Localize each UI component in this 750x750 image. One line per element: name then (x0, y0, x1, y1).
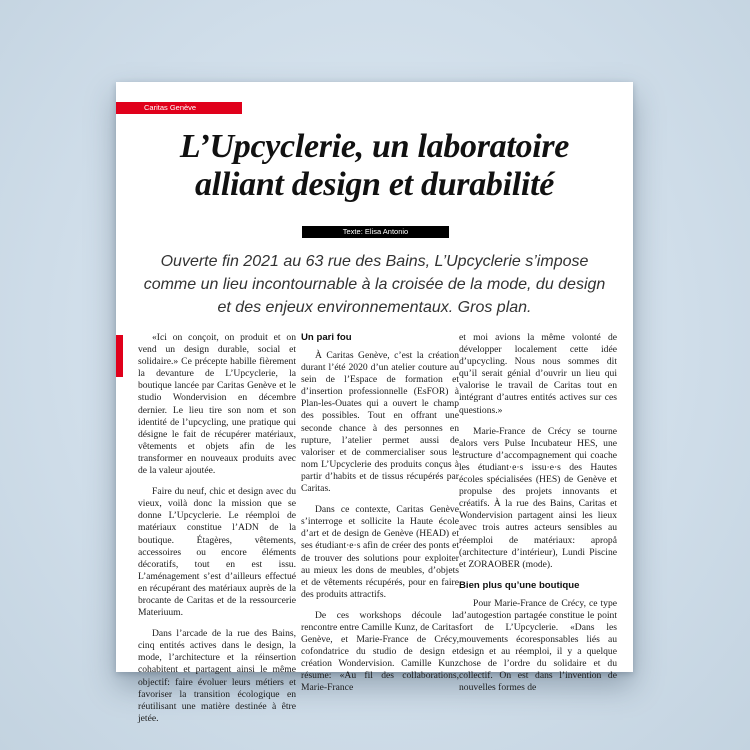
body-paragraph: De ces workshops découle la rencontre entre Camille Kunz, de Caritas Genève, et Marie-France de Crécy, cofondatrice du studio de design et création Wondervision. Camille Kunz résume: «Au fil des collaborations, Marie-France (301, 609, 459, 694)
red-margin-marker (116, 335, 123, 377)
article-title (136, 128, 613, 204)
text-column-3 (459, 332, 617, 704)
body-paragraph: À Caritas Genève, c’est la création durant l’été 2020 d’un atelier couture au sein de l’Espace de formation et d’insertion professionnelle (EsFOR) à Plan-les-Ouates qui a ouvert le champ des possibles. Tout en offrant une seconde chance à des personnes en rupture, l’atelier permet aussi de valoriser et de commercialiser sous le nom L’Upcyclerie des produits conçus à partir d’habits et de tissus récupérés par Caritas. (301, 350, 459, 495)
body-paragraph: Pour Marie-France de Crécy, ce type d’autogestion partagée constitue le point fort de L’Upcyclerie. «Dans les mouvements écoresponsables liés au design et au réemploi, il y a quelque chose de l’ordre du solidaire et du collectif. On est dans l’invention de nouvelles formes de (459, 597, 617, 694)
body-paragraph: Marie-France de Crécy se tourne alors vers Pulse Incubateur HES, une structure d’accompagnement qui coache les étudiant·e·s issu·e·s des Hautes écoles spécialisées (HES) de Genève et propulse des projets innovants et créatifs. À la rue des Bains, Caritas et Wondervision partagent ainsi les lieux avec trois autres acteurs sensibles au réemploi de matériaux: apropå (architecture d’intérieur), Lundi Piscine et ZORAOBER (mode). (459, 425, 617, 570)
body-paragraph: Dans ce contexte, Caritas Genève s’interroge et sollicite la Haute école d’art et de design de Genève (HEAD) et ses étudiant·e·s afin de créer des ponts et de trouver des solutions pour exploiter au mieux les dons de meubles, d’objets et de vêtements récupérés, pour en faire des produits attractifs. (301, 504, 459, 600)
magazine-page (116, 82, 633, 724)
text-column-1 (138, 332, 296, 734)
body-paragraph: «Ici on conçoit, on produit et on vend un design durable, social et solidaire.» Ce précepte habille fièrement la devanture de L’Upcyclerie, la boutique lancée par Caritas Genève et le studio Wondervision en décembre dernier. Le lieu tire son nom et son identité de l’upcycling, une pratique qui désigne le fait de récupérer matériaux, vêtements et objets afin de les transformer en nouveaux produits avec de la valeur ajoutée. (138, 332, 296, 477)
body-paragraph: et moi avions la même volonté de développer localement cette idée d’upcycling. Nous nous sommes dit qu’il serait génial d’ouvrir un lieu qui valorise le travail de Caritas tout en intégrant d’autres entités actives sur ces questions.» (459, 332, 617, 416)
subheading-un-pari-fou: Un pari fou (301, 332, 352, 343)
section-tag: Caritas Genève (116, 102, 242, 114)
lead-paragraph: Ouverte fin 2021 au 63 rue des Bains, L’Upcyclerie s’impose comme un lieu incontournable à la croisée de la mode, du design et des enjeux environnementaux. Gros plan. (143, 253, 606, 316)
title-line-1: L’Upcyclerie, un laboratoire (179, 128, 570, 165)
body-paragraph: Faire du neuf, chic et design avec du vieux, voilà donc la mission que se donne L’Upcyclerie. Le réemploi de matériaux constitue l’ADN de la boutique. Étagères, vêtements, accessoires ou encore éléments décoratifs, tout en est issu. L’aménagement s’est d’ailleurs effectué en récupérant des matériaux auprès de la brocante de Caritas et de la ressourcerie Materiuum. (138, 486, 296, 619)
text-column-2 (301, 332, 459, 704)
subheading-bien-plus: Bien plus qu’une boutique (459, 579, 580, 591)
title-line-2: alliant design et durabilité (194, 166, 555, 203)
author-byline: Texte: Elisa Antonio (302, 226, 449, 238)
body-paragraph: Dans l’arcade de la rue des Bains, cinq entités actives dans le design, la mode, l’architecture et la réinsertion cohabitent et partagent ainsi le même objectif: faire évoluer leurs métiers et favoriser la transition écologique en réutilisant une matière destinée à être jetée. (138, 628, 296, 724)
